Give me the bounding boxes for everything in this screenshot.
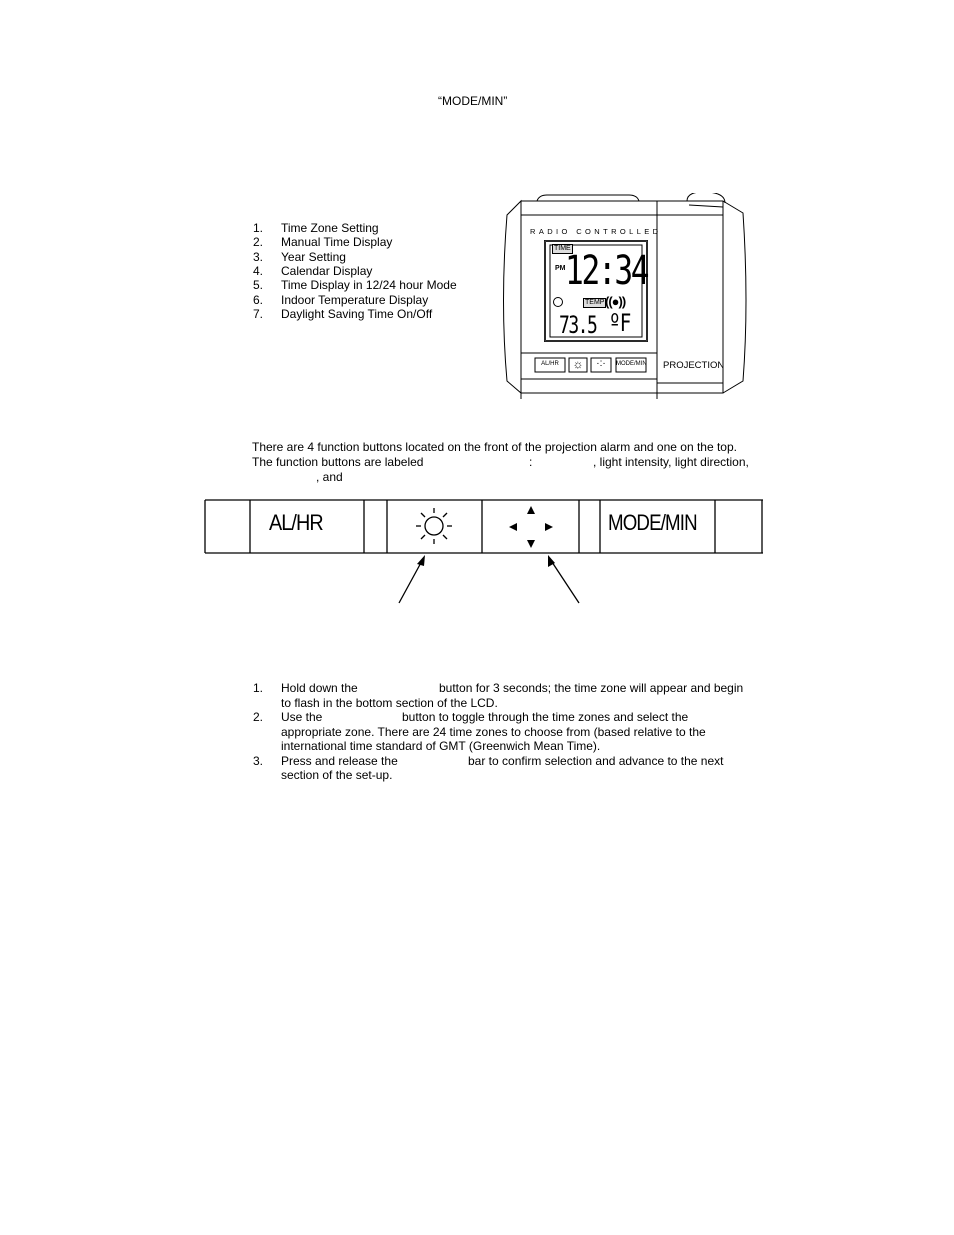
intro-line-2-colon: : — [529, 455, 533, 469]
step-text: international time standard of GMT (Greenwich Mean Time). — [281, 739, 601, 753]
temp-badge: TEMP — [585, 299, 605, 306]
time-badge: TIME — [554, 245, 571, 252]
step-text: appropriate zone. There are 24 time zones to choose from (based relative to the — [281, 724, 706, 739]
sun-icon — [413, 506, 455, 548]
indoor-temperature: 73.5 — [559, 311, 597, 339]
intro-line-2a: The function buttons are labeled — [252, 455, 424, 469]
setup-list: 1. Time Zone Setting 2. Manual Time Display 3. Year Setting 4. Calendar Display 5. Time Display in 12/24 hour Mode 6. Indoor Temperature Display 7. Daylight Saving Time On/Off — [253, 221, 457, 321]
radio-signal-icon: ((●)) — [605, 294, 626, 309]
clock-light-button: ☼ — [572, 357, 584, 371]
clock-al-hr-button: AL/HR — [541, 361, 559, 367]
step-number: 2. — [253, 710, 264, 724]
clock-brand-text: RADIO CONTROLLED — [530, 227, 662, 236]
clock-direction-button: ·:· — [596, 358, 606, 369]
projection-clock-illustration — [497, 193, 757, 403]
step-text: Hold down the — [281, 681, 358, 695]
intro-line-3: , and — [316, 470, 343, 484]
mode-min-heading: “MODE/MIN” — [438, 94, 508, 108]
step-text: Use the — [281, 710, 323, 724]
step-number: 3. — [253, 753, 264, 768]
step-text: to flash in the bottom section of the LCD. — [281, 695, 498, 710]
antenna-icon — [553, 297, 563, 307]
step-number: 1. — [253, 681, 264, 695]
step-text: button for 3 seconds; the time zone will appear and begin — [439, 681, 744, 695]
steps-list — [253, 681, 763, 791]
step-text: bar to confirm selection and advance to the next — [468, 753, 724, 768]
panel-al-hr-button: AL/HR — [269, 510, 323, 535]
clock-mode-min-button: MODE/MIN — [616, 361, 647, 367]
button-panel-diagram — [203, 498, 765, 558]
panel-mode-min-button: MODE/MIN — [608, 510, 697, 535]
step-text: section of the set-up. — [281, 768, 393, 782]
step-text: Press and release the — [281, 753, 398, 768]
pm-indicator: PM — [555, 265, 566, 272]
intro-line-1: There are 4 function buttons located on the front of the projection alarm and one on the top. — [252, 440, 737, 454]
step-text: button to toggle through the time zones and select the — [402, 710, 689, 724]
projection-label: PROJECTION — [663, 360, 725, 371]
temperature-unit: ºF — [609, 309, 631, 337]
intro-line-2b: , light intensity, light direction, — [593, 455, 749, 469]
clock-time: 12:34 — [565, 248, 648, 294]
direction-arrows-icon — [505, 504, 557, 552]
